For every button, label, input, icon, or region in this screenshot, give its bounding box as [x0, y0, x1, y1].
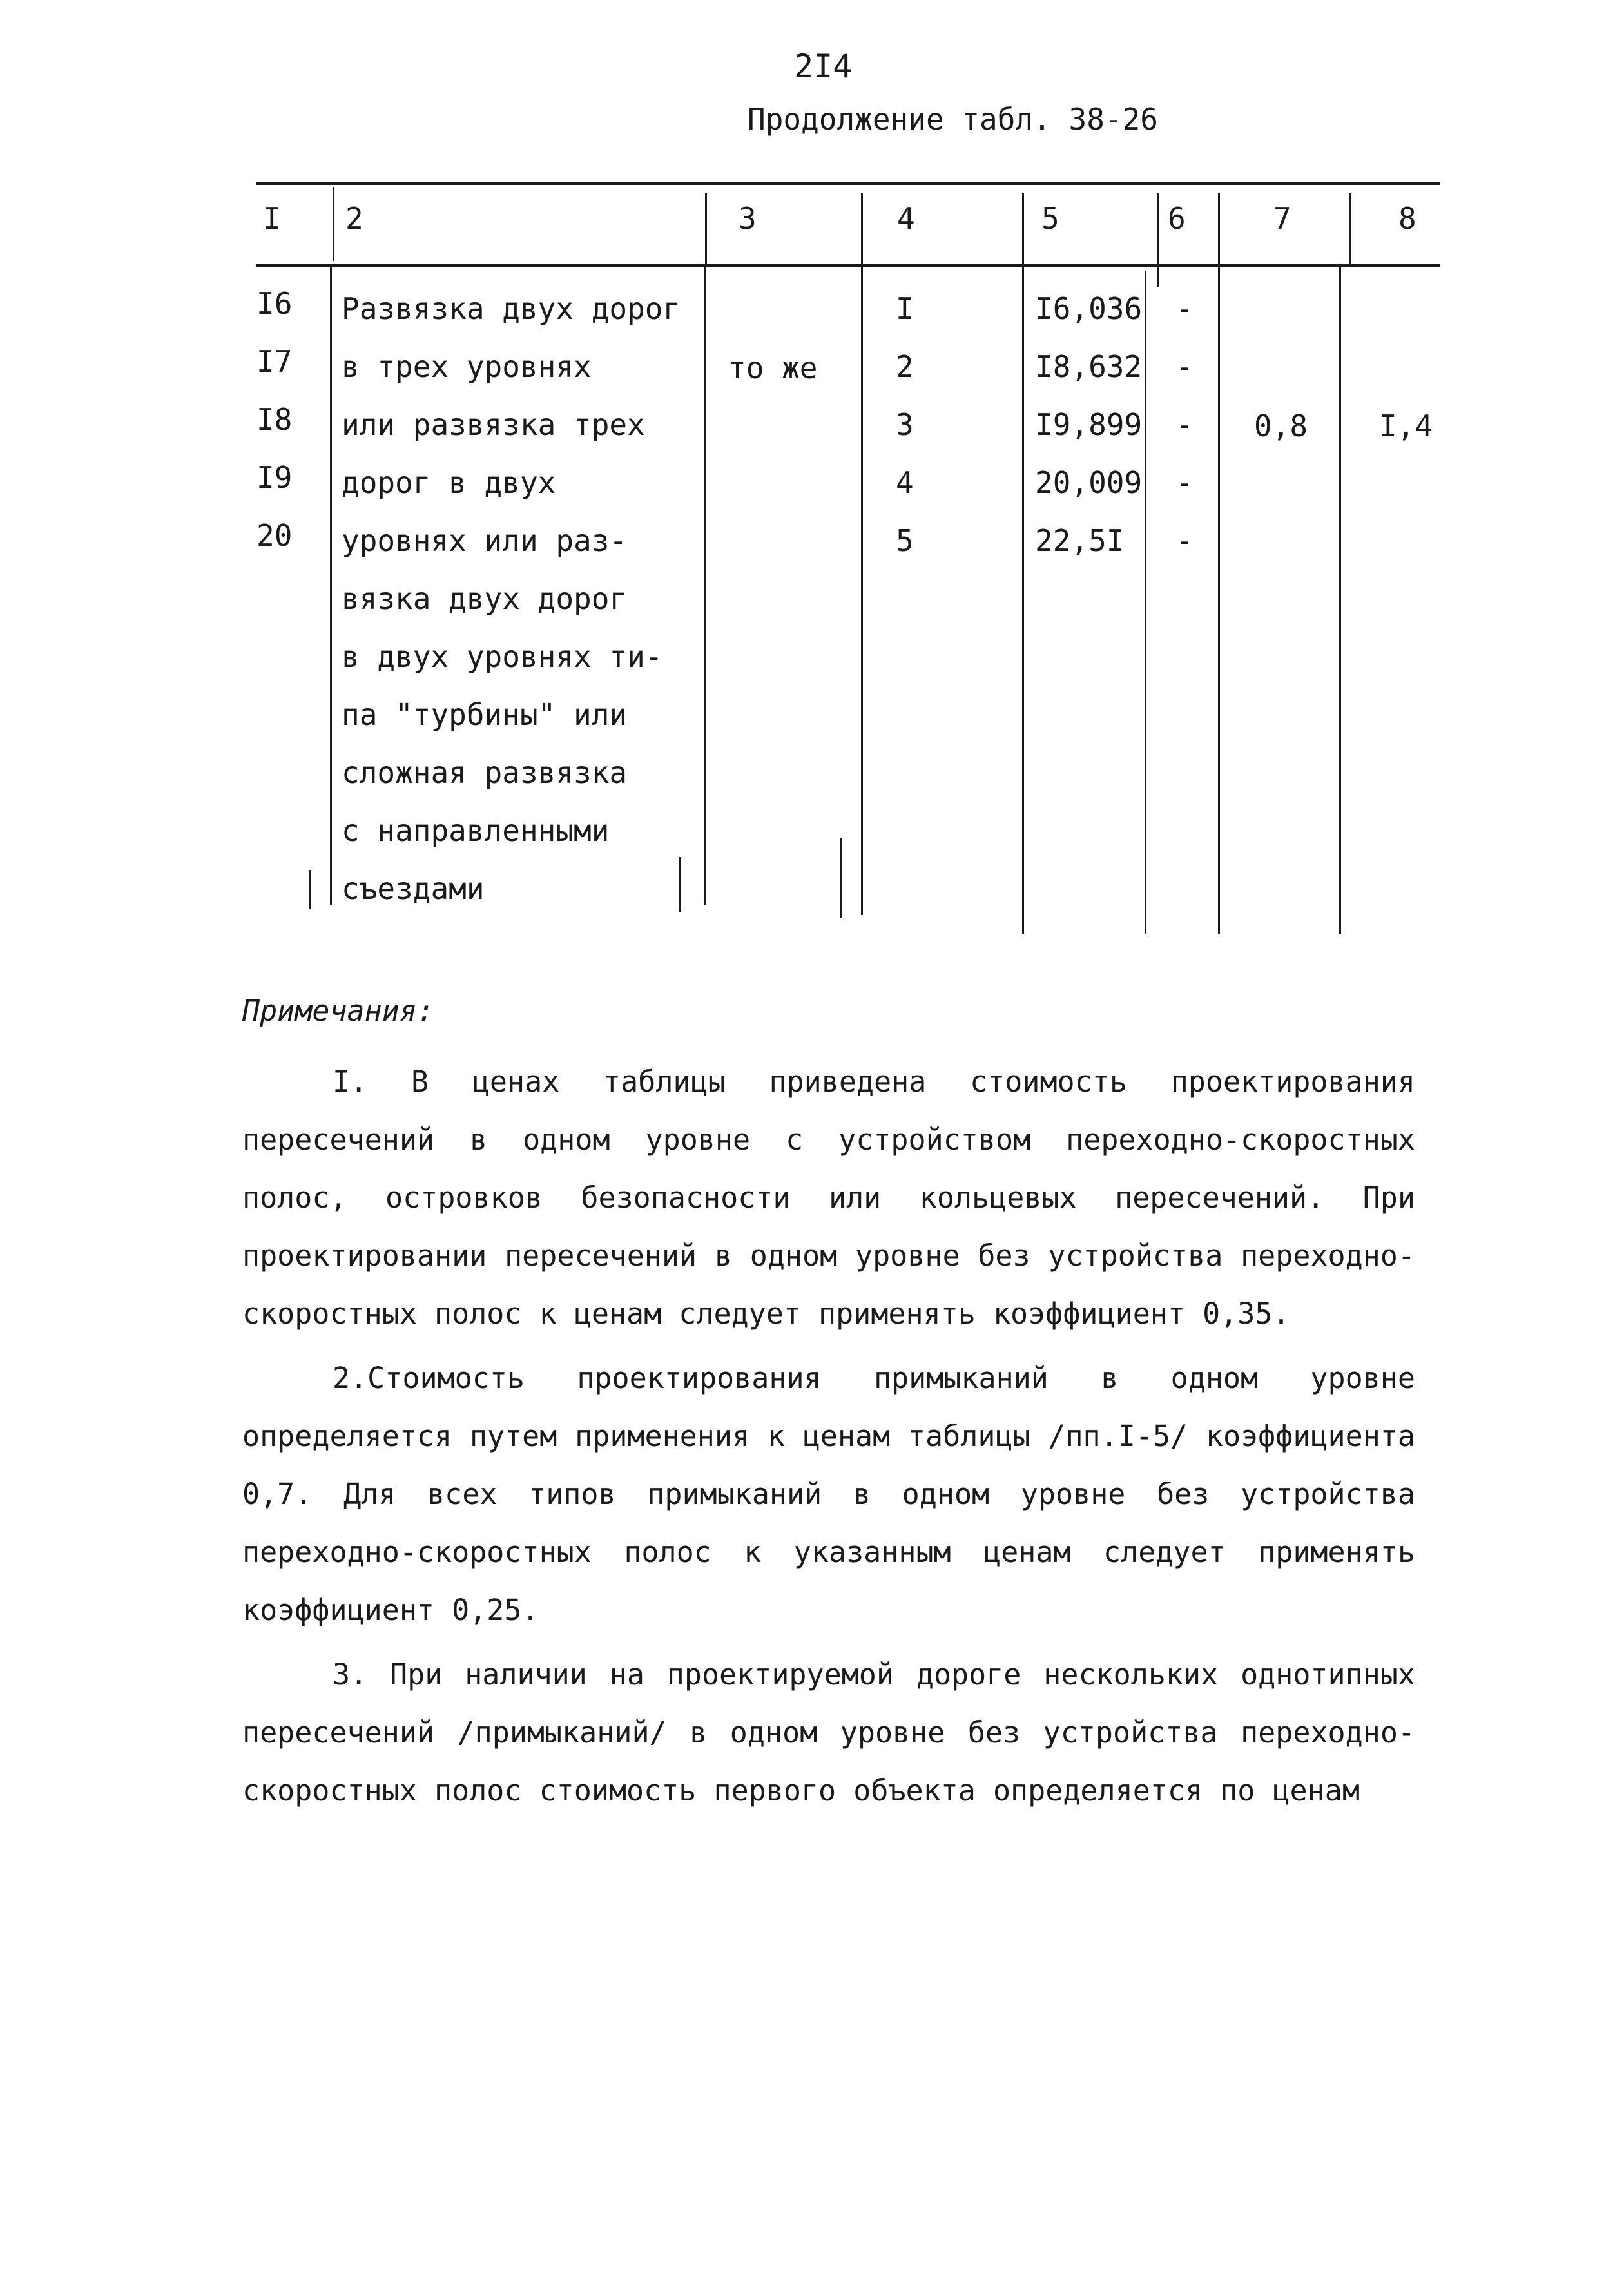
header-col-5: 5 — [1041, 201, 1059, 236]
row-number: I6 — [256, 286, 293, 321]
table-col-divider — [704, 267, 706, 905]
table-col-divider — [840, 838, 842, 918]
description-line: в трех уровнях — [342, 349, 592, 384]
description-line: вязка двух дорог — [342, 581, 628, 616]
col4-value: I — [896, 291, 914, 326]
table-top-rule — [256, 182, 1440, 185]
table-col-divider — [1349, 193, 1351, 264]
header-col-4: 4 — [897, 201, 915, 236]
table-col-divider — [1145, 271, 1146, 934]
table-col-divider — [1157, 193, 1159, 287]
table-col-divider — [330, 267, 332, 905]
table-col-divider — [333, 187, 334, 261]
col5-value: 20,009 — [1035, 465, 1143, 500]
description-line: уровнях или раз- — [342, 523, 628, 558]
row-number: I7 — [256, 344, 293, 379]
col3-value: то же — [728, 351, 818, 385]
description-line: в двух уровнях ти- — [342, 639, 663, 674]
table-col-divider — [309, 870, 311, 909]
table-col-divider — [679, 857, 681, 912]
row-number: I8 — [256, 402, 293, 437]
col4-value: 4 — [896, 465, 914, 500]
description-line: Развязка двух дорог — [342, 291, 681, 326]
col7-value: 0,8 — [1254, 409, 1308, 443]
page-number: 2I4 — [794, 48, 853, 85]
table-col-divider — [1022, 193, 1024, 934]
description-line: дорог в двух — [342, 465, 556, 500]
notes-title: Примечания: — [242, 994, 435, 1028]
table-col-divider — [1339, 267, 1341, 934]
header-col-1: I — [263, 201, 281, 236]
table-col-divider — [861, 193, 863, 915]
col6-dash: - — [1175, 349, 1194, 384]
col5-value: I8,632 — [1035, 349, 1143, 384]
col6-dash: - — [1175, 291, 1194, 326]
notes-section — [242, 982, 1415, 1826]
header-col-2: 2 — [345, 201, 363, 236]
col5-value: I6,036 — [1035, 291, 1143, 326]
col5-value: I9,899 — [1035, 407, 1143, 442]
note-paragraph: 3. При наличии на проектируемой дороге нескольких однотипных пересечений /примыканий/ в одном уровне без устройства переходно-скоростных полос стоимость первого объекта определяется по ценам — [242, 1657, 1415, 1808]
note-paragraph: 2.Стоимость проектирования примыканий в одном уровне определяется путем применения к ценам таблицы /пп.I-5/ коэффициента 0,7. Для всех типов примыканий в одном уровне без устройства переходно-скоростных полос к указанным ценам следует применять коэффициент 0,25. — [242, 1361, 1415, 1627]
table-col-divider — [705, 193, 707, 264]
header-col-3: 3 — [739, 201, 757, 236]
table-header-rule — [256, 264, 1440, 267]
col4-value: 3 — [896, 407, 914, 442]
row-number: I9 — [256, 460, 293, 495]
description-line: сложная развязка — [342, 755, 628, 790]
description-line: с направленными — [342, 813, 610, 848]
header-col-7: 7 — [1273, 201, 1291, 236]
col6-dash: - — [1175, 407, 1194, 442]
table-col-divider — [1218, 193, 1220, 934]
header-col-8: 8 — [1398, 201, 1416, 236]
col6-dash: - — [1175, 465, 1194, 500]
note-paragraph: I. В ценах таблицы приведена стоимость проектирования пересечений в одном уровне с устройством переходно-скоростных полос, островков безопасности или кольцевых пересечений. При проектировании пересечений в одном уровне без устройства переходно-скоростных полос к ценам следует применять коэффициент 0,35. — [242, 1065, 1415, 1331]
col8-value: I,4 — [1379, 409, 1433, 443]
col6-dash: - — [1175, 523, 1194, 558]
table-caption: Продолжение табл. 38-26 — [748, 102, 1158, 137]
description-line: па "турбины" или — [342, 697, 628, 732]
description-line: съездами — [342, 871, 485, 906]
header-col-6: 6 — [1168, 201, 1186, 236]
col4-value: 5 — [896, 523, 914, 558]
description-line: или развязка трех — [342, 407, 645, 442]
col5-value: 22,5I — [1035, 523, 1125, 558]
col4-value: 2 — [896, 349, 914, 384]
row-number: 20 — [256, 518, 293, 553]
